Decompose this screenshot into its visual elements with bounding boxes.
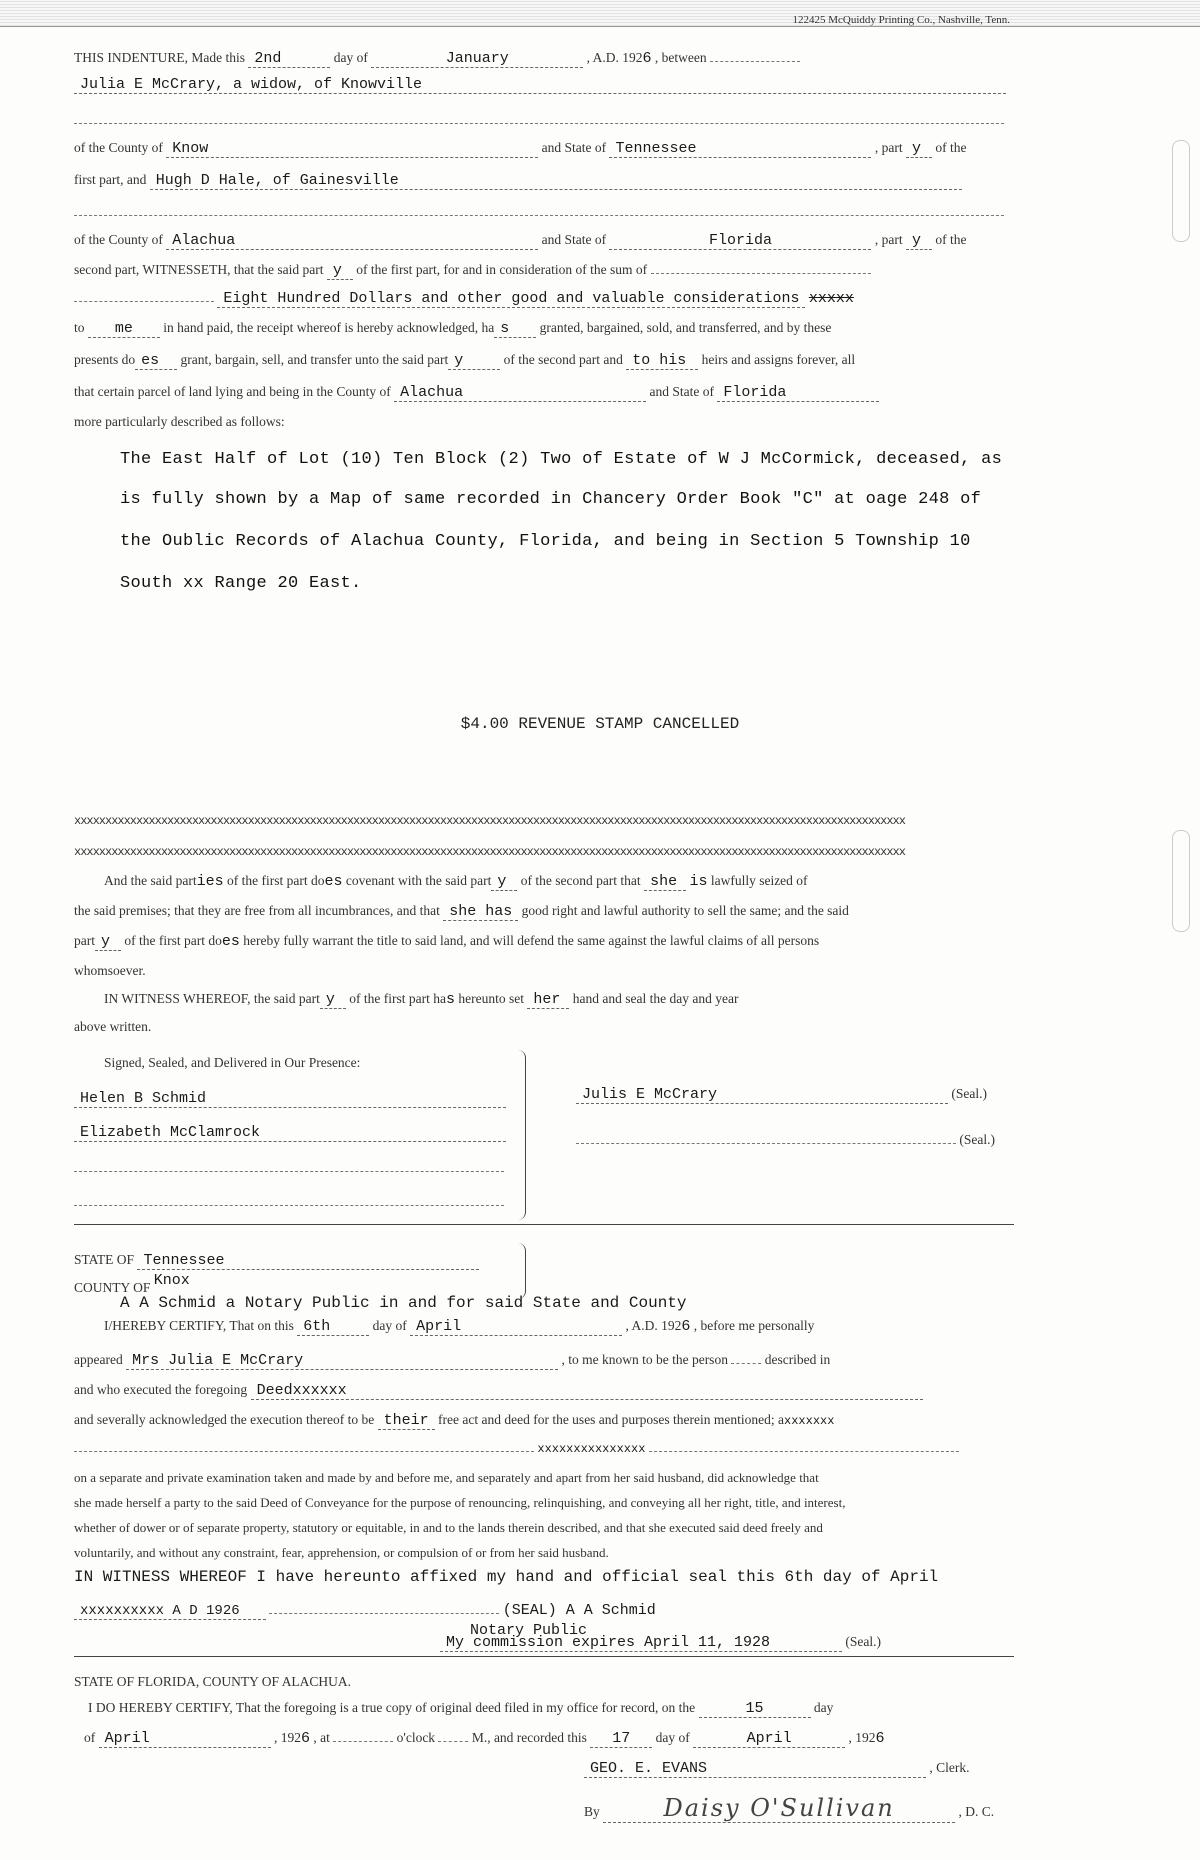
notary-date-line — [74, 1602, 656, 1620]
notary-county: Knox — [153, 1272, 190, 1289]
covenant-line-3 — [74, 933, 819, 951]
sum-strike: xxxxx — [808, 290, 854, 307]
label: of the first part do — [227, 873, 325, 888]
label: presents do — [74, 352, 136, 367]
label: STATE OF — [74, 1252, 135, 1267]
party1-county: Know — [166, 140, 538, 158]
grantor-signature — [576, 1086, 987, 1104]
has-suffix: s — [494, 320, 536, 338]
label: hereby fully warrant the title to said land, and will defend the same against the lawful claims of all persons — [243, 933, 820, 948]
recording-rec-year: 6 — [875, 1730, 885, 1747]
notary-separate-3: whether of dower or of separate property, statutory or equitable, in and to the lands therein described, and that she executed said deed freely and — [74, 1520, 823, 1535]
label: , part — [874, 140, 903, 155]
notary-day: 6th — [297, 1318, 369, 1336]
indenture-blank-2 — [74, 204, 1004, 220]
label: described in — [764, 1352, 831, 1367]
covenant-line-2 — [74, 903, 849, 921]
label: and who executed the foregoing — [74, 1382, 248, 1397]
covenant-ies: ies — [196, 873, 224, 890]
notary-typed-header: A A Schmid a Notary Public in and for said State and County — [120, 1294, 687, 1312]
label: day — [813, 1700, 834, 1715]
label: of the first part ha — [349, 991, 446, 1006]
label: M., and recorded this — [471, 1730, 587, 1745]
label: in hand paid, the receipt whereof is hereby acknowledged, ha — [163, 320, 495, 335]
label: that certain parcel of land lying and being in the County of — [74, 384, 391, 399]
notary-person: Mrs Julia E McCrary — [126, 1352, 558, 1370]
description-line-1: The East Half of Lot (10) Ten Block (2) Two of Estate of W J McCormick, deceased, as — [120, 450, 1003, 469]
recording-state-county: STATE OF FLORIDA, COUNTY OF ALACHUA. — [74, 1674, 352, 1689]
label: , A.D. 192 — [625, 1318, 682, 1333]
recording-rec-month: April — [693, 1730, 845, 1748]
notary-deed: Deedxxxxxx — [251, 1382, 923, 1400]
label: of the second part and — [503, 352, 623, 367]
witness-y: y — [320, 991, 346, 1009]
notary-year: 6 — [681, 1318, 691, 1335]
label: , part — [874, 232, 903, 247]
notary-public-title: Notary Public — [470, 1622, 588, 1639]
witness-signature-3 — [74, 1160, 504, 1176]
covenant-is: is — [689, 873, 708, 890]
printer-mark: 122425 McQuiddy Printing Co., Nashville, Tenn. — [792, 14, 1010, 26]
covenant-line-4: whomsoever. — [74, 963, 146, 978]
struck-line-2: xxxxxxxxxxxxxxxxxxxxxxxxxxxxxxxxxxxxxxxxxxxxxxxxxxxxxxxxxxxxxxxxxxxxxxxxxxxxxxxxxxxxxxxxxxxxxxxxxxxxxxxxxxxxxxxxxxxxxxxxxxxxxxxxxxxxxx — [74, 845, 905, 859]
label: of the first part, for and in consideration of the sum of — [356, 262, 648, 277]
label: By — [584, 1804, 600, 1819]
recording-certify-line — [88, 1700, 833, 1718]
label: I/HEREBY CERTIFY, That on this — [104, 1318, 294, 1333]
consideration-sum: Eight Hundred Dollars and other good and valuable considerations — [217, 290, 805, 308]
label: , A.D. 192 — [586, 50, 643, 65]
notary-appeared-line — [74, 1352, 830, 1370]
label: And the said part — [104, 873, 197, 888]
indenture-line-5 — [74, 232, 966, 250]
clerk-line — [584, 1760, 970, 1778]
clerk-name: GEO. E. EVANS — [584, 1760, 926, 1778]
witness-line-1 — [104, 991, 738, 1009]
label: good right and lawful authority to sell the same; and the said — [521, 903, 849, 918]
heirs: to his — [626, 352, 698, 370]
label: of the County of — [74, 232, 163, 247]
notary-state-line — [74, 1252, 479, 1270]
margin-mark-2 — [1172, 830, 1190, 932]
label: the said premises; that they are free from all incumbrances, and that — [74, 903, 440, 918]
witness-s: s — [446, 991, 456, 1008]
indenture-day: 2nd — [248, 50, 330, 68]
label: and State of — [541, 232, 607, 247]
description-line-4: South xx Range 20 East. — [120, 574, 362, 593]
witness-line-2: above written. — [74, 1019, 152, 1034]
label: , 192 — [274, 1730, 301, 1745]
signed-sealed-label: Signed, Sealed, and Delivered in Our Presence: — [104, 1055, 361, 1070]
seal-label-2: (Seal.) — [959, 1132, 995, 1147]
covenant-she-has: she has — [443, 903, 518, 921]
party-y-2: y — [448, 352, 500, 370]
label: of — [84, 1730, 96, 1745]
notary-executed-line — [74, 1382, 923, 1400]
description-line-2: is fully shown by a Map of same recorded in Chancery Order Book "C" at oage 248 of — [120, 490, 982, 509]
label: grant, bargain, sell, and transfer unto the said part — [180, 352, 449, 367]
label: , Clerk. — [929, 1760, 970, 1775]
indenture-line-9 — [74, 352, 855, 370]
notary-separate-1: on a separate and private examination taken and made by and before me, and separately and apart from her said husband, did acknowledge that — [74, 1470, 819, 1485]
indenture-blank-1 — [74, 112, 1004, 128]
party1-state: Tennessee — [609, 140, 871, 158]
grantor-name: Julis E McCrary — [576, 1086, 948, 1104]
notary-separate-4: voluntarily, and without any constraint, fear, apprehension, or compulsion of or from her said husband. — [74, 1545, 609, 1560]
label: granted, bargained, sold, and transferred, and by these — [539, 320, 832, 335]
covenant-y: y — [491, 873, 517, 891]
label: IN WITNESS WHEREOF, the said part — [104, 991, 320, 1006]
label: first part, and — [74, 172, 147, 187]
label: of the second part that — [520, 873, 641, 888]
label: , 192 — [848, 1730, 876, 1745]
label: of the — [935, 140, 967, 155]
indenture-line-10 — [74, 384, 879, 402]
struck-line-1: xxxxxxxxxxxxxxxxxxxxxxxxxxxxxxxxxxxxxxxxxxxxxxxxxxxxxxxxxxxxxxxxxxxxxxxxxxxxxxxxxxxxxxxxxxxxxxxxxxxxxxxxxxxxxxxxxxxxxxxxxxxxxxxxxxxxxx — [74, 814, 905, 828]
do-suffix: es — [135, 352, 177, 370]
revenue-stamp-note: $4.00 REVENUE STAMP CANCELLED — [460, 715, 740, 733]
notary-commission: My commission expires April 11, 1928 — [440, 1634, 842, 1652]
deputy-signature: Daisy O'Sullivan — [603, 1794, 955, 1823]
indenture-line-2 — [74, 76, 1006, 94]
indenture-year: 6 — [642, 50, 652, 67]
label: hand — [572, 991, 599, 1006]
label: hereunto set — [458, 991, 524, 1006]
header-band — [0, 0, 1200, 27]
witness-signature-2 — [74, 1124, 506, 1142]
label: , between — [654, 50, 707, 65]
witness-signature-4 — [74, 1194, 504, 1210]
land-county: Alachua — [394, 384, 646, 402]
recording-rec-day: 17 — [590, 1730, 652, 1748]
notary-ad-1926: xxxxxxxxxx A D 1926 — [74, 1603, 266, 1620]
label: , to me known to be the person — [561, 1352, 728, 1367]
label: , D. C. — [958, 1804, 995, 1819]
covenant-es: es — [324, 873, 343, 890]
witness-brace — [515, 1050, 526, 1220]
label: and State of — [541, 140, 607, 155]
label: THIS INDENTURE, Made this — [74, 50, 245, 65]
label: lawfully seized of — [710, 873, 808, 888]
party2-state: Florida — [609, 232, 871, 250]
indenture-line-11 — [74, 414, 285, 430]
indenture-line-3 — [74, 140, 966, 158]
label: appeared — [74, 1352, 123, 1367]
witness-signature-1 — [74, 1090, 506, 1108]
notary-brace — [515, 1243, 526, 1299]
recording-date-line — [84, 1730, 885, 1748]
label: of the first part do — [124, 933, 222, 948]
notary-strike: xxxxxxxxxxxxxxx — [537, 1442, 646, 1456]
indenture-line-7 — [74, 290, 854, 308]
notary-commission-line — [440, 1634, 881, 1652]
witness1-name: Helen B Schmid — [74, 1090, 506, 1108]
notary-separate-2: she made herself a party to the said Deed of Conveyance for the purpose of renouncing, relinquishing, and conveying all her right, title, and interest, — [74, 1495, 846, 1510]
recording-month: April — [99, 1730, 271, 1748]
description-line-3: the Oublic Records of Alachua County, Florida, and being in Section 5 Township 10 — [120, 532, 971, 551]
label: COUNTY OF — [74, 1280, 151, 1295]
label: the day and year — [649, 991, 739, 1006]
label: , at — [313, 1730, 330, 1745]
label: day of — [655, 1730, 690, 1745]
land-state: Florida — [717, 384, 879, 402]
party1-part: y — [906, 140, 932, 158]
grantor-signature-2 — [576, 1132, 995, 1148]
notary-certify-line — [104, 1318, 814, 1336]
seal-label-1: (Seal.) — [951, 1086, 987, 1101]
label: and severally acknowledged the execution thereof to be — [74, 1412, 375, 1427]
label: , before me personally — [693, 1318, 815, 1333]
label: second part, WITNESSETH, that the said part — [74, 262, 324, 277]
label: and State of — [649, 384, 715, 399]
witness2-name: Elizabeth McClamrock — [74, 1124, 506, 1142]
recording-year: 6 — [301, 1730, 311, 1747]
to-whom: me — [88, 320, 160, 338]
covenant-line-1 — [104, 873, 808, 891]
margin-mark-1 — [1172, 140, 1190, 242]
notary-in-witness: IN WITNESS WHEREOF I have hereunto affixed my hand and official seal this 6th day of April — [74, 1568, 939, 1586]
notary-seal-typed: (SEAL) A A Schmid — [502, 1602, 656, 1619]
indenture-line-4 — [74, 172, 962, 190]
party-y: y — [327, 262, 353, 280]
covenant-she: she — [644, 873, 686, 891]
deputy-clerk-line — [584, 1794, 994, 1823]
party2-part: y — [906, 232, 932, 250]
notary-strike-line — [74, 1440, 959, 1456]
divider-1 — [74, 1224, 1014, 1225]
label: of the — [935, 232, 967, 247]
label: day of — [372, 1318, 407, 1333]
party2-name: Hugh D Hale, of Gainesville — [150, 172, 962, 190]
indenture-line-6 — [74, 262, 871, 280]
notary-month: April — [410, 1318, 622, 1336]
label: and seal — [602, 991, 647, 1006]
recording-day: 15 — [699, 1700, 811, 1718]
label: of the County of — [74, 140, 163, 155]
free-act-strike: xxxxxxx — [784, 1414, 835, 1428]
label: covenant with the said part — [345, 873, 492, 888]
label: o'clock — [396, 1730, 436, 1745]
seal-label-3: (Seal.) — [845, 1634, 881, 1649]
label: to — [74, 320, 85, 335]
label: part — [74, 933, 95, 948]
notary-state: Tennessee — [137, 1252, 479, 1270]
indenture-month: January — [371, 50, 583, 68]
divider-2 — [74, 1656, 1014, 1657]
party1-name: Julia E McCrary, a widow, of Knowville — [74, 76, 1006, 94]
label: I DO HEREBY CERTIFY, That the foregoing is a true copy of original deed filed in my office for record, on the — [88, 1700, 696, 1715]
covenant-y-2: y — [95, 933, 121, 951]
label: day of — [333, 50, 368, 65]
label: free act and deed for the uses and purposes therein mentioned; a — [438, 1412, 785, 1427]
indenture-line-1 — [74, 50, 800, 68]
covenant-es-2: es — [221, 933, 240, 950]
notary-their: their — [378, 1412, 435, 1430]
label: heirs and assigns forever, all — [701, 352, 856, 367]
indenture-line-8 — [74, 320, 831, 338]
notary-severally-line — [74, 1412, 834, 1430]
party2-county: Alachua — [166, 232, 538, 250]
label: more particularly described as follows: — [74, 414, 285, 429]
witness-her: her — [527, 991, 569, 1009]
